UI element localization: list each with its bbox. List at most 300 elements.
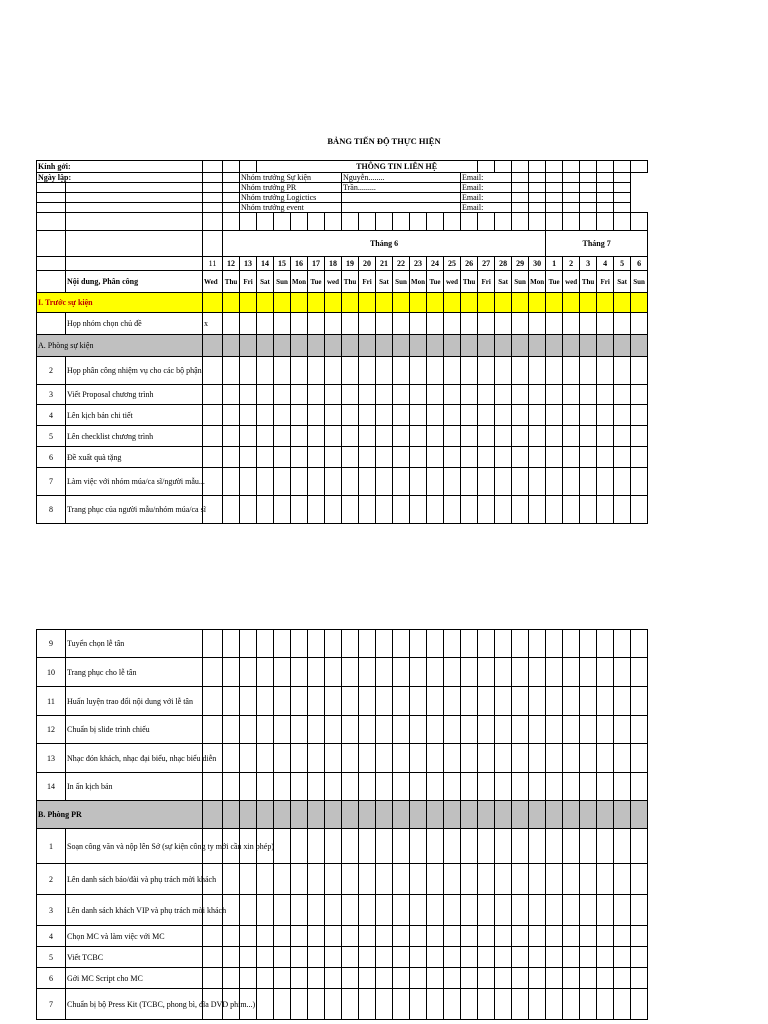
schedule-cell [478, 335, 495, 357]
schedule-cell [597, 335, 614, 357]
blank-cell [37, 271, 66, 293]
weekday-label: Sun [274, 271, 291, 293]
schedule-cell [495, 630, 512, 658]
schedule-cell [461, 385, 478, 405]
task-name: Viết Proposal chương trình [66, 385, 203, 405]
schedule-cell [257, 895, 274, 926]
document-title: BẢNG TIẾN ĐỘ THỰC HIỆN [327, 136, 441, 146]
schedule-cell [410, 864, 427, 895]
schedule-cell [614, 405, 631, 426]
schedule-cell [203, 357, 223, 385]
schedule-cell [631, 829, 648, 864]
schedule-cell [308, 385, 325, 405]
schedule-cell [631, 426, 648, 447]
contact-email: Email: [461, 203, 512, 213]
contact-row-pr [37, 183, 648, 193]
schedule-cell [495, 947, 512, 968]
schedule-cell [461, 829, 478, 864]
schedule-cell [631, 864, 648, 895]
schedule-cell [342, 630, 359, 658]
schedule-cell [223, 864, 240, 895]
schedule-cell [580, 773, 597, 801]
schedule-cell [478, 989, 495, 1020]
schedule-cell [427, 496, 444, 524]
schedule-cell [495, 426, 512, 447]
schedule-cell [512, 173, 529, 183]
schedule-cell [461, 801, 478, 829]
schedule-cell [444, 385, 461, 405]
schedule-cell [291, 687, 308, 716]
schedule-cell [546, 801, 563, 829]
schedule-cell [223, 947, 240, 968]
schedule-cell [512, 405, 529, 426]
schedule-cell [495, 293, 512, 313]
schedule-cell [325, 864, 342, 895]
schedule-cell [37, 231, 66, 257]
day-number-row [37, 257, 648, 271]
schedule-cell [359, 829, 376, 864]
schedule-cell [203, 405, 223, 426]
schedule-cell [444, 864, 461, 895]
schedule-cell [393, 947, 410, 968]
schedule-cell [325, 947, 342, 968]
weekday-label: Sat [495, 271, 512, 293]
schedule-cell [274, 447, 291, 468]
weekday-label: Fri [359, 271, 376, 293]
schedule-cell [546, 183, 563, 193]
schedule-cell [203, 183, 223, 193]
schedule-cell [203, 716, 223, 744]
schedule-cell [597, 968, 614, 989]
schedule-cell [410, 687, 427, 716]
schedule-cell [393, 213, 410, 231]
schedule-cell [427, 426, 444, 447]
schedule-cell [342, 801, 359, 829]
schedule-cell [631, 658, 648, 687]
schedule-cell [359, 405, 376, 426]
schedule-cell [291, 744, 308, 773]
weekday-label: Sat [614, 271, 631, 293]
schedule-cell [631, 405, 648, 426]
contact-role: Nhóm trưởng Sự kiện [240, 173, 342, 183]
schedule-cell [580, 968, 597, 989]
schedule-cell [614, 161, 631, 173]
schedule-cell [223, 405, 240, 426]
schedule-cell [203, 468, 223, 496]
schedule-cell [223, 385, 240, 405]
blank-row [37, 213, 648, 231]
schedule-cell [580, 716, 597, 744]
schedule-cell [240, 687, 257, 716]
schedule-cell [563, 426, 580, 447]
schedule-cell [291, 496, 308, 524]
schedule-cell [223, 687, 240, 716]
schedule-cell [240, 630, 257, 658]
schedule-cell [563, 161, 580, 173]
schedule-cell [546, 947, 563, 968]
schedule-cell [563, 947, 580, 968]
schedule-cell [444, 426, 461, 447]
schedule-cell [359, 447, 376, 468]
schedule-cell [444, 773, 461, 801]
schedule-cell [478, 895, 495, 926]
schedule-cell [240, 385, 257, 405]
schedule-cell [410, 385, 427, 405]
schedule-cell [563, 385, 580, 405]
schedule-cell [274, 293, 291, 313]
month-july: Tháng 7 [546, 231, 648, 257]
schedule-cell [529, 357, 546, 385]
task-number: 3 [37, 385, 66, 405]
schedule-cell [461, 313, 478, 335]
schedule-cell [274, 801, 291, 829]
schedule-cell [325, 926, 342, 947]
schedule-cell [614, 687, 631, 716]
schedule-cell [325, 687, 342, 716]
schedule-cell [427, 744, 444, 773]
task-row [37, 968, 648, 989]
schedule-cell [512, 864, 529, 895]
schedule-mark: x [203, 313, 223, 335]
schedule-cell [631, 630, 648, 658]
blank-cell [66, 183, 203, 193]
schedule-cell [614, 895, 631, 926]
schedule-cell [580, 161, 597, 173]
blank-cell [66, 203, 203, 213]
schedule-cell [580, 744, 597, 773]
schedule-cell [410, 773, 427, 801]
weekday-label: Sun [393, 271, 410, 293]
schedule-cell [580, 173, 597, 183]
schedule-cell [342, 926, 359, 947]
schedule-cell [203, 213, 223, 231]
schedule-cell [308, 468, 325, 496]
schedule-cell [291, 895, 308, 926]
schedule-cell [444, 926, 461, 947]
schedule-cell [342, 357, 359, 385]
schedule-cell [376, 405, 393, 426]
schedule-cell [512, 801, 529, 829]
schedule-cell [495, 468, 512, 496]
schedule-cell [563, 293, 580, 313]
task-name: Họp phân công nhiệm vụ cho các bộ phận [66, 357, 203, 385]
schedule-cell [614, 968, 631, 989]
schedule-cell [529, 203, 546, 213]
schedule-cell [240, 947, 257, 968]
schedule-cell [203, 773, 223, 801]
task-name: Nhạc đón khách, nhạc đại biểu, nhạc biểu diễn [66, 744, 203, 773]
schedule-cell [563, 447, 580, 468]
schedule-cell [563, 801, 580, 829]
schedule-cell [410, 801, 427, 829]
schedule-cell [223, 313, 240, 335]
schedule-cell [376, 773, 393, 801]
schedule-cell [393, 744, 410, 773]
schedule-cell [274, 658, 291, 687]
schedule-cell [614, 630, 631, 658]
task-row [37, 357, 648, 385]
schedule-cell [512, 773, 529, 801]
task-number: 5 [37, 947, 66, 968]
schedule-cell [274, 357, 291, 385]
schedule-cell [257, 496, 274, 524]
schedule-cell [257, 630, 274, 658]
section-row [37, 335, 648, 357]
day-number: 20 [359, 257, 376, 271]
task-name: Huấn luyện trao đổi nội dung với lễ tân [66, 687, 203, 716]
schedule-cell [529, 744, 546, 773]
schedule-cell [512, 161, 529, 173]
schedule-cell [546, 864, 563, 895]
schedule-cell [325, 468, 342, 496]
schedule-cell [614, 313, 631, 335]
schedule-cell [546, 335, 563, 357]
schedule-cell [203, 193, 223, 203]
schedule-cell [580, 335, 597, 357]
task-row [37, 468, 648, 496]
schedule-cell [495, 313, 512, 335]
schedule-cell [580, 895, 597, 926]
schedule-cell [631, 989, 648, 1020]
schedule-cell [427, 864, 444, 895]
schedule-cell [597, 829, 614, 864]
schedule-cell [631, 687, 648, 716]
schedule-cell [257, 658, 274, 687]
schedule-cell [597, 193, 614, 203]
schedule-cell [203, 293, 223, 313]
schedule-cell [529, 630, 546, 658]
schedule-cell [240, 468, 257, 496]
schedule-cell [512, 926, 529, 947]
weekday-label: Sun [512, 271, 529, 293]
schedule-cell [546, 496, 563, 524]
schedule-cell [325, 405, 342, 426]
schedule-cell [291, 658, 308, 687]
schedule-cell [376, 213, 393, 231]
schedule-cell [393, 989, 410, 1020]
schedule-cell [240, 658, 257, 687]
contact-name [342, 203, 461, 213]
contact-row-event [37, 203, 648, 213]
schedule-cell [580, 630, 597, 658]
schedule-cell [410, 357, 427, 385]
schedule-cell [529, 313, 546, 335]
schedule-cell [478, 773, 495, 801]
weekday-label: Tue [308, 271, 325, 293]
day-number: 16 [291, 257, 308, 271]
schedule-cell [597, 357, 614, 385]
schedule-cell [597, 203, 614, 213]
schedule-cell [308, 213, 325, 231]
schedule-cell [359, 357, 376, 385]
task-name: Viết TCBC [66, 947, 203, 968]
schedule-cell [223, 968, 240, 989]
schedule-cell [393, 716, 410, 744]
schedule-cell [631, 716, 648, 744]
schedule-cell [546, 468, 563, 496]
schedule-cell [393, 801, 410, 829]
schedule-cell [291, 947, 308, 968]
schedule-cell [291, 405, 308, 426]
schedule-cell [614, 203, 631, 213]
schedule-cell [444, 447, 461, 468]
schedule-cell [257, 864, 274, 895]
schedule-cell [393, 335, 410, 357]
schedule-cell [257, 313, 274, 335]
schedule-cell [427, 968, 444, 989]
schedule-cell [529, 293, 546, 313]
schedule-cell [427, 293, 444, 313]
schedule-cell [427, 829, 444, 864]
day-number: 3 [580, 257, 597, 271]
schedule-cell [223, 335, 240, 357]
schedule-cell [614, 716, 631, 744]
schedule-cell [410, 405, 427, 426]
schedule-cell [359, 864, 376, 895]
schedule-cell [410, 293, 427, 313]
task-number: 2 [37, 864, 66, 895]
schedule-cell [376, 829, 393, 864]
schedule-cell [376, 989, 393, 1020]
schedule-cell [308, 658, 325, 687]
schedule-cell [597, 773, 614, 801]
schedule-cell [631, 496, 648, 524]
schedule-cell [512, 744, 529, 773]
task-number: 9 [37, 630, 66, 658]
schedule-cell [614, 989, 631, 1020]
schedule-cell [291, 426, 308, 447]
schedule-cell [495, 829, 512, 864]
schedule-cell [478, 801, 495, 829]
schedule-cell [512, 203, 529, 213]
schedule-cell [546, 426, 563, 447]
weekday-label: Fri [478, 271, 495, 293]
schedule-cell [529, 801, 546, 829]
schedule-cell [359, 293, 376, 313]
schedule-cell [546, 895, 563, 926]
task-name: Lên danh sách khách VIP và phụ trách mời khách [66, 895, 203, 926]
schedule-cell [580, 864, 597, 895]
schedule-cell [444, 468, 461, 496]
schedule-cell [580, 357, 597, 385]
schedule-cell [274, 989, 291, 1020]
schedule-cell [308, 744, 325, 773]
schedule-cell [376, 926, 393, 947]
schedule-cell [393, 385, 410, 405]
day-number: 1 [546, 257, 563, 271]
schedule-cell [580, 829, 597, 864]
schedule-cell [478, 405, 495, 426]
task-row [37, 926, 648, 947]
day-number: 22 [393, 257, 410, 271]
schedule-cell [223, 658, 240, 687]
schedule-cell [203, 447, 223, 468]
schedule-cell [240, 213, 257, 231]
schedule-cell [495, 658, 512, 687]
schedule-cell [308, 947, 325, 968]
schedule-cell [461, 658, 478, 687]
schedule-cell [393, 426, 410, 447]
task-name: In ấn kịch bản [66, 773, 203, 801]
schedule-cell [274, 744, 291, 773]
schedule-cell [580, 947, 597, 968]
schedule-cell [257, 744, 274, 773]
schedule-cell [393, 468, 410, 496]
schedule-cell [376, 447, 393, 468]
schedule-cell [614, 658, 631, 687]
weekday-label: Sat [257, 271, 274, 293]
schedule-cell [597, 173, 614, 183]
task-number: 14 [37, 773, 66, 801]
schedule-cell [308, 313, 325, 335]
schedule-cell [342, 744, 359, 773]
schedule-cell [240, 293, 257, 313]
schedule-cell [308, 630, 325, 658]
schedule-cell [563, 926, 580, 947]
schedule-cell [580, 496, 597, 524]
task-name: Trang phục cho lễ tân [66, 658, 203, 687]
schedule-cell [291, 447, 308, 468]
schedule-cell [597, 293, 614, 313]
schedule-cell [461, 468, 478, 496]
schedule-cell [444, 313, 461, 335]
schedule-cell [427, 687, 444, 716]
schedule-cell [631, 335, 648, 357]
schedule-cell [66, 213, 203, 231]
schedule-cell [376, 968, 393, 989]
task-number: 10 [37, 658, 66, 687]
schedule-cell [512, 213, 529, 231]
schedule-cell [257, 773, 274, 801]
schedule-cell [274, 895, 291, 926]
schedule-cell [257, 405, 274, 426]
schedule-cell [478, 293, 495, 313]
schedule-cell [614, 468, 631, 496]
task-number: 6 [37, 968, 66, 989]
schedule-cell [291, 313, 308, 335]
schedule-cell [223, 426, 240, 447]
day-number: 4 [597, 257, 614, 271]
task-row [37, 716, 648, 744]
schedule-cell [274, 864, 291, 895]
schedule-cell [427, 658, 444, 687]
schedule-cell [291, 293, 308, 313]
schedule-cell [427, 773, 444, 801]
schedule-cell [257, 335, 274, 357]
day-number: 5 [614, 257, 631, 271]
schedule-cell [342, 293, 359, 313]
day-number: 28 [495, 257, 512, 271]
task-number: 4 [37, 405, 66, 426]
schedule-cell [393, 773, 410, 801]
schedule-cell [495, 864, 512, 895]
schedule-cell [614, 173, 631, 183]
schedule-cell [393, 864, 410, 895]
schedule-cell [512, 716, 529, 744]
schedule-cell [393, 405, 410, 426]
schedule-cell [563, 213, 580, 231]
schedule-cell [257, 947, 274, 968]
schedule-cell [512, 313, 529, 335]
schedule-cell [203, 426, 223, 447]
schedule-cell [376, 630, 393, 658]
schedule-cell [240, 496, 257, 524]
schedule-cell [376, 293, 393, 313]
day-number: 6 [631, 257, 648, 271]
schedule-cell [614, 829, 631, 864]
schedule-cell [478, 687, 495, 716]
day-number: 15 [274, 257, 291, 271]
